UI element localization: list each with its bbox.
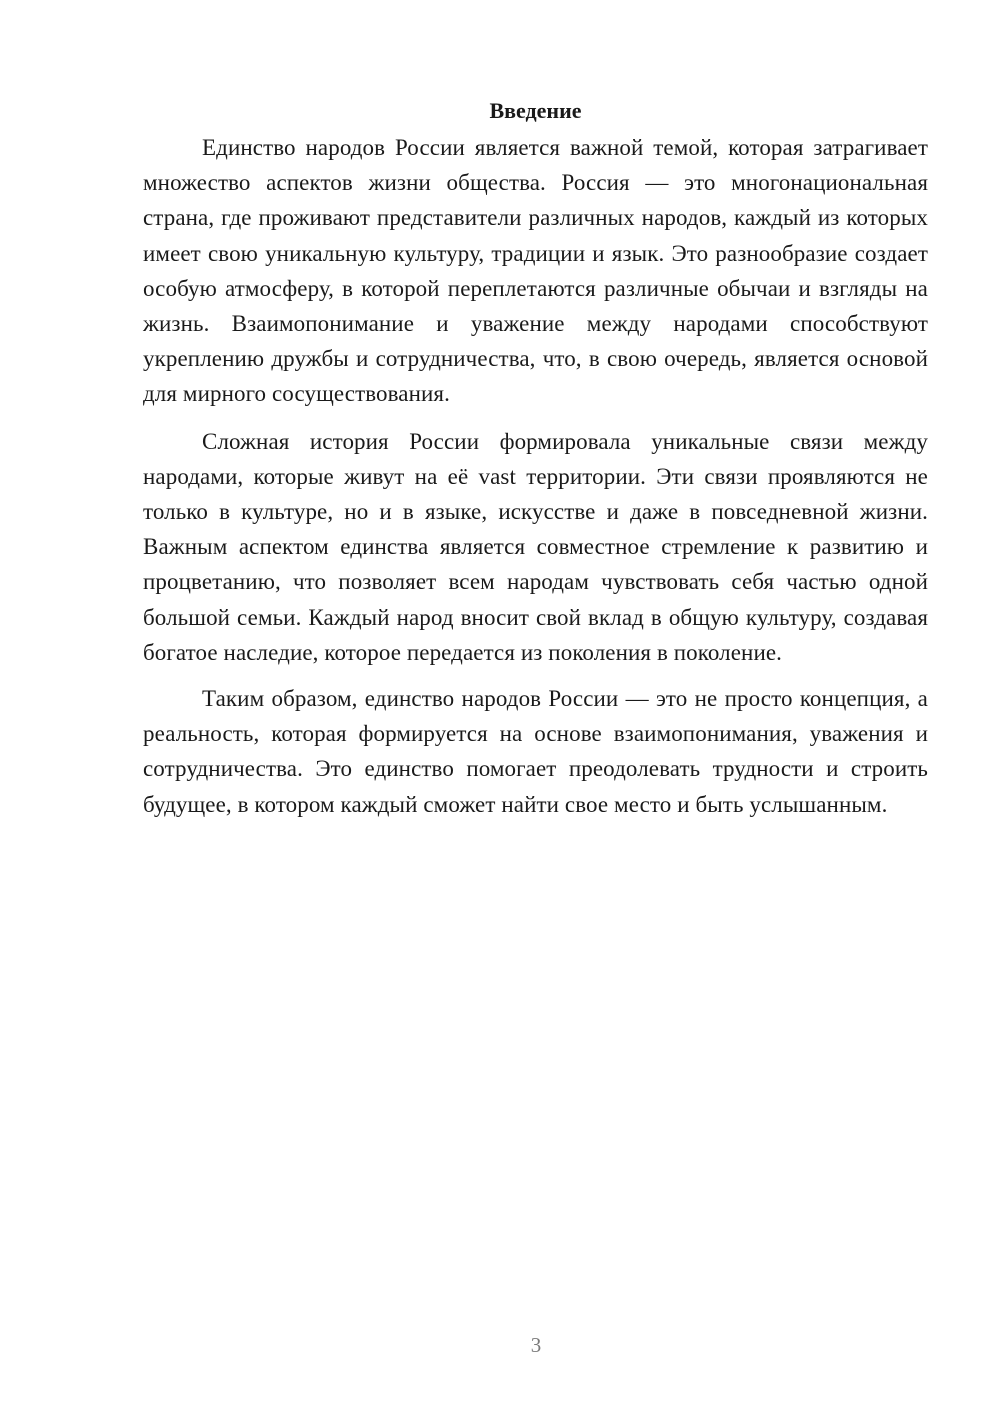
- paragraph-1: Единство народов России является важной темой, которая затрагивает множество аспектов жизни общества. Россия — это многонациональная страна, где проживают представители различных народов, каждый из которых имеет свою уникальную культуру, традиции и язык. Это разнообразие создает особую атмосферу, в которой переплетаются различные обычаи и взгляды на жизнь. Взаимопонимание и уважение между народами способствуют укреплению дружбы и сотрудничества, что, в свою очередь, является основой для мирного сосуществования.: [143, 135, 928, 407]
- page-number: 3: [530, 1333, 542, 1357]
- paragraph-2: Сложная история России формировала уникальные связи между народами, которые живут на её vast территории. Эти связи проявляются не только в культуре, но и в языке, искусстве и даже в повседневной жизни. Важным аспектом единства является совместное стремление к развитию и процветанию, что позволяет всем народам чувствовать себя частью одной большой семьи. Каждый народ вносит свой вклад в общую культуру, создавая богатое наследие, которое передается из поколения в поколение.: [143, 428, 928, 665]
- paragraph-3: Таким образом, единство народов России — это не просто концепция, а реальность, которая формируется на основе взаимопонимания, уважения и сотрудничества. Это единство помогает преодолевать трудности и строить будущее, в котором каждый сможет найти свое место и быть услышанным.: [143, 686, 928, 817]
- page-content: [143, 96, 928, 822]
- section-title: Введение: [489, 98, 582, 123]
